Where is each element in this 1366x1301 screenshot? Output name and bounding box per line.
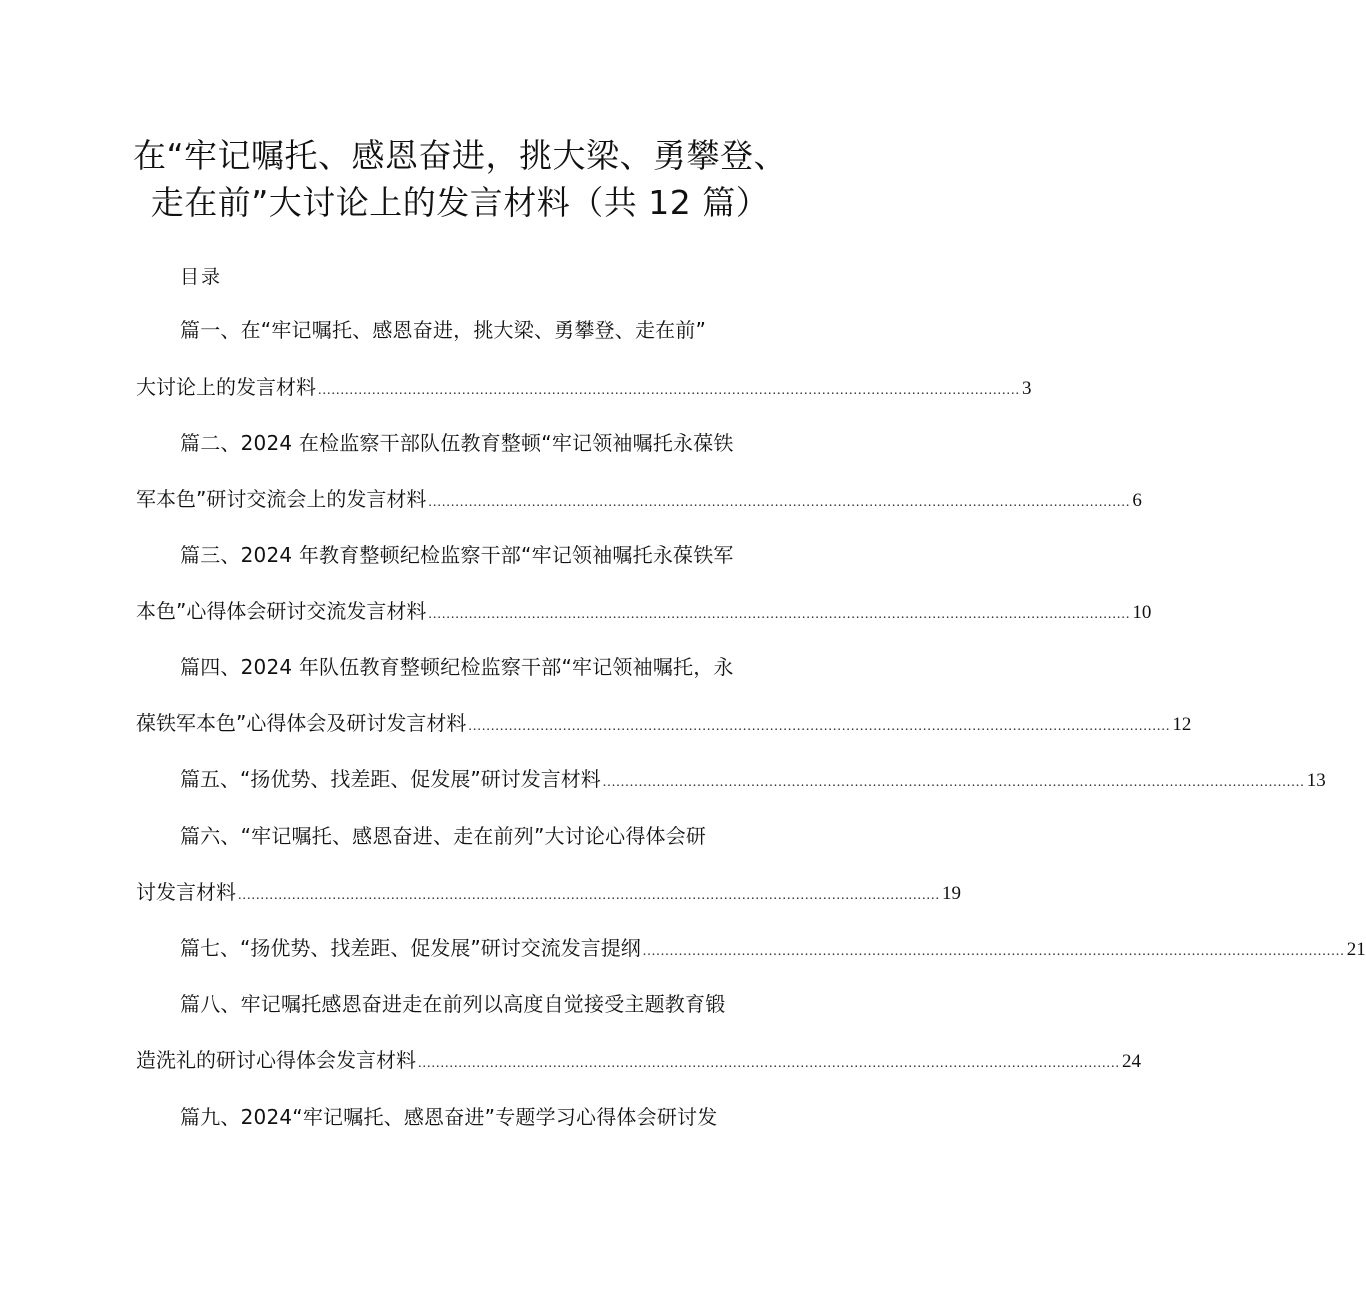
toc-page-number: 12 (1172, 714, 1192, 735)
toc-page-number: 21 (1346, 939, 1366, 960)
toc-page-number: 10 (1132, 602, 1152, 623)
dot-leader: ............................................................................................................................................................ (418, 1056, 1120, 1071)
toc-entry-2-line-2[interactable] (136, 484, 1142, 518)
toc-page-number: 3 (1022, 378, 1032, 399)
toc-entry-text: 大讨论上的发言材料 (136, 375, 316, 399)
toc-entry-text: 葆铁军本色”心得体会及研讨发言材料 (136, 711, 467, 735)
toc-entry-6-line-1[interactable]: 篇六、“牢记嘱托、感恩奋进、走在前列”大讨论心得体会研 (180, 824, 707, 848)
toc-page-number: 6 (1132, 490, 1142, 511)
document-title-line-1: 在“牢记嘱托、感恩奋进，挑大梁、勇攀登、 (132, 136, 788, 175)
toc-entry-4-line-1[interactable]: 篇四、2024 年队伍教育整顿纪检监察干部“牢记领袖嘱托，永 (180, 655, 734, 679)
toc-entry-1-line-1[interactable]: 篇一、在“牢记嘱托、感恩奋进，挑大梁、勇攀登、走在前” (180, 318, 707, 342)
toc-entry-5[interactable] (180, 764, 1326, 798)
toc-page-number: 24 (1122, 1051, 1141, 1072)
dot-leader: ............................................................................................................................................................ (468, 719, 1171, 734)
toc-entry-2-line-1[interactable]: 篇二、2024 在检监察干部队伍教育整顿“牢记领袖嘱托永葆铁 (180, 431, 734, 455)
toc-entry-1-line-2[interactable] (136, 372, 1032, 406)
toc-entry-text: 篇五、“扬优势、找差距、促发展”研讨发言材料 (180, 767, 601, 791)
toc-entry-6-line-2[interactable] (136, 877, 961, 911)
dot-leader: ............................................................................................................................................................ (428, 607, 1131, 622)
toc-entry-4-line-2[interactable] (136, 708, 1192, 742)
toc-entry-text: 篇七、“扬优势、找差距、促发展”研讨交流发言提纲 (180, 936, 641, 960)
toc-entry-8-line-2[interactable] (136, 1045, 1141, 1079)
dot-leader: ............................................................................................................................................................ (428, 495, 1131, 510)
toc-entry-3-line-1[interactable]: 篇三、2024 年教育整顿纪检监察干部“牢记领袖嘱托永葆铁军 (180, 543, 734, 567)
toc-entry-9-line-1[interactable]: 篇九、2024“牢记嘱托、感恩奋进”专题学习心得体会研讨发 (180, 1105, 718, 1129)
toc-page-number: 19 (942, 883, 961, 904)
dot-leader: ............................................................................................................................................................ (318, 383, 1020, 398)
toc-entry-text: 本色”心得体会研讨交流发言材料 (136, 599, 427, 623)
dot-leader: ............................................................................................................................................................ (238, 888, 940, 903)
toc-entry-7[interactable] (180, 933, 1366, 967)
dot-leader: ............................................................................................................................................................ (602, 775, 1305, 790)
toc-entry-text: 造洗礼的研讨心得体会发言材料 (136, 1048, 416, 1072)
toc-entry-8-line-1[interactable]: 篇八、牢记嘱托感恩奋进走在前列以高度自觉接受主题教育锻 (180, 992, 726, 1016)
toc-page-number: 13 (1306, 770, 1326, 791)
toc-entry-3-line-2[interactable] (136, 596, 1152, 630)
toc-entry-text: 军本色”研讨交流会上的发言材料 (136, 487, 427, 511)
toc-entry-text: 讨发言材料 (136, 880, 236, 904)
dot-leader: ............................................................................................................................................................ (642, 944, 1345, 959)
toc-heading: 目录 (180, 266, 223, 288)
document-title-line-2: 走在前”大讨论上的发言材料（共 12 篇） (150, 183, 770, 222)
